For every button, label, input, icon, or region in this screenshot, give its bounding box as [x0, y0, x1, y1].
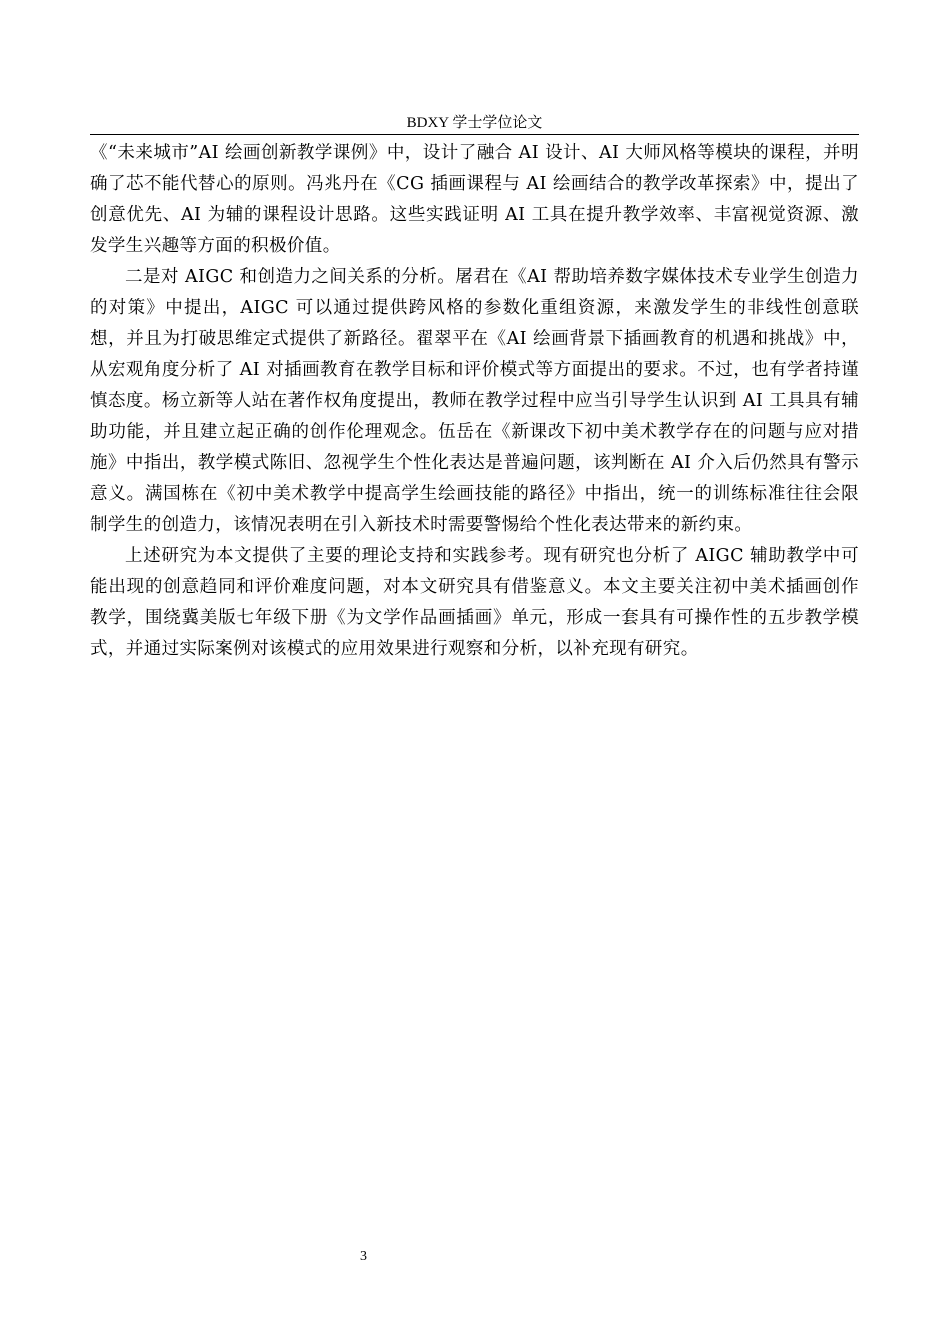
body-text [90, 138, 859, 665]
page-header-title: BDXY 学士学位论文 [90, 112, 859, 135]
paragraph-aigc-creativity: 二是对 AIGC 和创造力之间关系的分析。屠君在《AI 帮助培养数字媒体技术专业学生创造力的对策》中提出，AIGC 可以通过提供跨风格的参数化重组资源，来激发学生的非线性创意联想，并且为打破思维定式提供了新路径。翟翠平在《AI 绘画背景下插画教育的机遇和挑战》中，从宏观角度分析了 AI 对插画教育在教学目标和评价模式等方面提出的要求。不过，也有学者持谨慎态度。杨立新等人站在著作权角度提出，教师在教学过程中应当引导学生认识到 AI 工具具有辅助功能，并且建立起正确的创作伦理观念。伍岳在《新课改下初中美术教学存在的问题与应对措施》中指出，教学模式陈旧、忽视学生个性化表达是普遍问题，该判断在 AI 介入后仍然具有警示意义。满国栋在《初中美术教学中提高学生绘画技能的路径》中指出，统一的训练标准往往会限制学生的创造力，该情况表明在引入新技术时需要警惕给个性化表达带来的新约束。 [90, 267, 859, 535]
paragraph-summary: 上述研究为本文提供了主要的理论支持和实践参考。现有研究也分析了 AIGC 辅助教学中可能出现的创意趋同和评价难度问题，对本文研究具有借鉴意义。本文主要关注初中美术插画创作教学，围绕冀美版七年级下册《为文学作品画插画》单元，形成一套具有可操作性的五步教学模式，并通过实际案例对该模式的应用效果进行观察和分析，以补充现有研究。 [90, 546, 859, 659]
page-number: 3 [360, 1249, 367, 1264]
paragraph-continuation: 《“未来城市”AI 绘画创新教学课例》中，设计了融合 AI 设计、AI 大师风格等模块的课程，并明确了芯不能代替心的原则。冯兆丹在《CG 插画课程与 AI 绘画结合的教学改革探索》中，提出了创意优先、AI 为辅的课程设计思路。这些实践证明 AI 工具在提升教学效率、丰富视觉资源、激发学生兴趣等方面的积极价值。 [90, 143, 859, 256]
